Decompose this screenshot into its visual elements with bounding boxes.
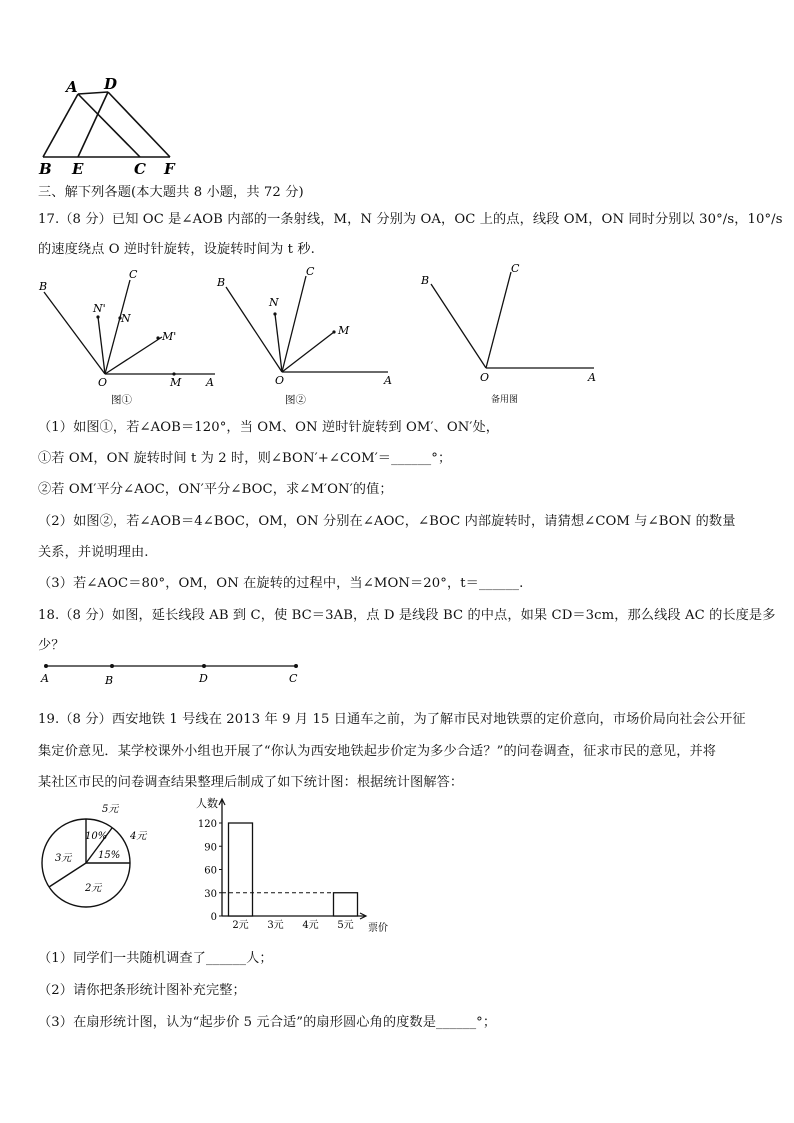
fig3-caption: 备用图 [491,395,519,405]
pie-label-3yuan: 3元 [55,853,72,864]
section-heading: 三、解下列各题(本大题共 8 小题，共 72 分) [38,185,304,200]
x-tick-label: 5元 [337,920,354,931]
q17-part1-a: ①若 OM，ON 旋转时间 t 为 2 时，则∠BON′+∠COM′＝______°； [38,451,452,466]
figure-abdcef [30,72,190,177]
seg-label-c: C [289,672,298,685]
fig3-label-o: O [480,371,490,384]
q17-part3: （3）若∠AOC＝80°，OM，ON 在旋转的过程中，当∠MON＝20°，t＝______. [38,576,524,591]
label-f: F [164,160,175,178]
fig2-label-a: A [384,374,392,387]
pie-label-4yuan: 4元 [130,831,147,842]
fig2-caption: 图② [285,394,306,406]
label-c: C [134,160,146,178]
pie-chart [38,800,148,925]
y-tick-label: 30 [204,888,217,900]
fig2-label-m: M [338,324,350,337]
q19-sub2: （2）请你把条形统计图补充完整； [38,983,246,998]
q17-intro-line1: 17.（8 分）已知 OC 是∠AOB 内部的一条射线，M，N 分别为 OA，OC 上的点，线段 OM，ON 同时分别以 30°/s，10°/s [38,212,783,227]
bar-chart-xlabel: 票价 [368,923,388,934]
bar-chart [190,796,400,936]
fig1-label-m-prime: M' [162,330,177,343]
y-tick-label: 90 [204,842,217,854]
seg-label-a: A [41,672,49,685]
label-b: B [39,160,52,178]
q19-sub1: （1）同学们一共随机调查了______人； [38,951,273,966]
q17-intro-line2: 的速度绕点 O 逆时针旋转，设旋转时间为 t 秒. [38,242,315,257]
fig3-label-c: C [511,262,520,275]
x-tick-label: 3元 [267,920,284,931]
fig1-label-c: C [129,268,138,281]
q18-text-line1: 18.（8 分）如图，延长线段 AB 到 C，使 BC＝3AB，点 D 是线段 BC 的中点，如果 CD＝3cm，那么线段 AC 的长度是多 [38,608,776,623]
fig2-label-o: O [275,374,285,387]
pie-label-10pct: 10% [85,831,108,842]
seg-label-d: D [199,672,208,685]
bar [229,823,253,916]
fig1-label-o: O [98,376,108,389]
y-tick-label: 0 [210,912,217,923]
fig1-label-n: N [121,312,131,325]
figure-2 [212,262,402,412]
q19-text-line1: 19.（8 分）西安地铁 1 号线在 2013 年 9 月 15 日通车之前，为了解市民对地铁票的定价意向，市场价局向社会公开征 [38,712,746,727]
fig2-label-c: C [306,265,315,278]
pie-label-15pct: 15% [98,850,121,861]
fig2-label-n: N [269,296,279,309]
x-tick-label: 4元 [302,920,319,931]
figure-1 [30,262,230,412]
q19-sub3: （3）在扇形统计图，认为“起步价 5 元合适”的扇形圆心角的度数是______°； [38,1015,497,1030]
label-a: A [66,78,78,96]
q17-part2-line1: （2）如图②，若∠AOB＝4∠BOC，OM，ON 分别在∠AOC，∠BOC 内部旋转时，请猜想∠COM 与∠BON 的数量 [38,514,736,529]
bar-chart-ylabel: 人数 [196,797,218,810]
pie-label-5yuan: 5元 [102,804,119,815]
q18-segment-figure [38,656,308,688]
q17-part2-line2: 关系，并说明理由. [38,545,149,560]
fig1-label-n-prime: N' [93,302,106,315]
fig3-label-a: A [588,371,596,384]
x-tick-label: 2元 [232,920,249,931]
fig1-label-b: B [39,280,48,293]
bar [334,893,358,916]
q18-text-line2: 少？ [38,638,65,653]
fig1-caption: 图① [111,394,132,406]
q19-text-line2: 集定价意见．某学校课外小组也开展了“你认为西安地铁起步价定为多少合适？”的问卷调查，征求市民的意见，并将 [38,744,717,759]
fig1-label-a: A [206,376,214,389]
q17-part1-b: ②若 OM′平分∠AOC，ON′平分∠BOC，求∠M′ON′的值； [38,482,393,497]
fig1-label-m: M [170,376,182,389]
figure-backup [410,262,610,412]
fig3-label-b: B [421,274,430,287]
label-e: E [72,160,84,178]
fig2-label-b: B [217,276,226,289]
q17-part1: （1）如图①，若∠AOB＝120°，当 OM、ON 逆时针旋转到 OM′、ON′处， [38,420,500,435]
pie-label-2yuan: 2元 [85,883,102,894]
y-tick-label: 60 [204,865,217,877]
seg-label-b: B [105,674,114,687]
q19-text-line3: 某社区市民的问卷调查结果整理后制成了如下统计图：根据统计图解答： [38,775,464,790]
label-d: D [104,75,118,93]
y-tick-label: 120 [197,819,217,830]
